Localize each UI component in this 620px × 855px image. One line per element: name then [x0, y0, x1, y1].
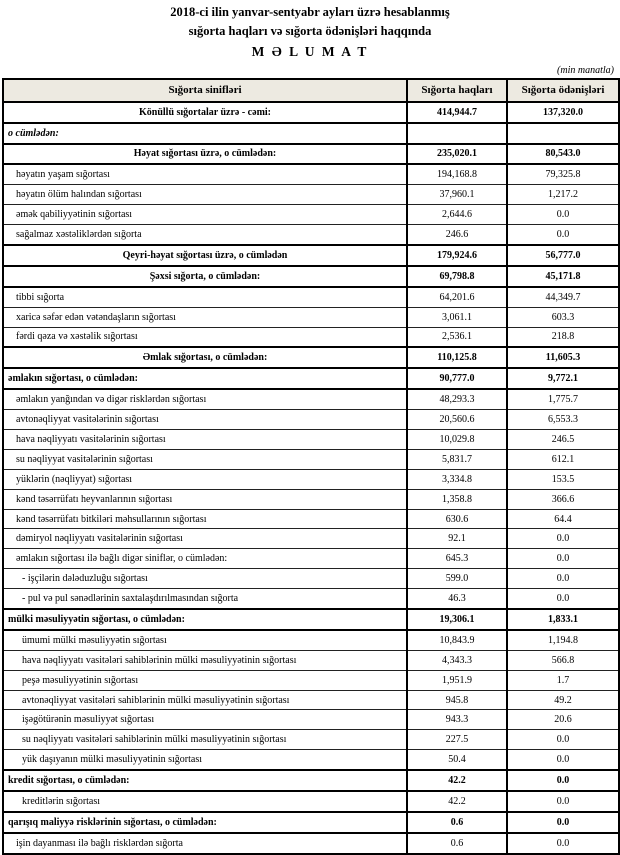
payments-cell: 0.0: [507, 589, 619, 609]
payments-cell: 366.6: [507, 489, 619, 509]
payments-cell: 11,605.3: [507, 347, 619, 368]
class-cell: - işçilərin dələduzluğu sığortası: [3, 569, 407, 589]
table-row: [3, 690, 619, 710]
premiums-cell: 4,343.3: [407, 650, 507, 670]
payments-cell: 20.6: [507, 710, 619, 730]
header-insurance-payments: Sığorta ödənişləri: [507, 79, 619, 102]
premiums-cell: 42.2: [407, 770, 507, 791]
payments-cell: 0.0: [507, 812, 619, 833]
premiums-cell: 90,777.0: [407, 368, 507, 389]
class-cell: xaricə səfər edən vətəndaşların sığortası: [3, 307, 407, 327]
table-row: [3, 569, 619, 589]
table-row: [3, 205, 619, 225]
premiums-cell: [407, 123, 507, 144]
premiums-cell: 2,536.1: [407, 327, 507, 347]
payments-cell: 0.0: [507, 791, 619, 812]
table-row: [3, 750, 619, 770]
payments-cell: 0.0: [507, 770, 619, 791]
premiums-cell: 110,125.8: [407, 347, 507, 368]
table-row: [3, 185, 619, 205]
premiums-cell: 92.1: [407, 529, 507, 549]
table-row: [3, 650, 619, 670]
report-title-block: [0, 0, 620, 62]
payments-cell: 45,171.8: [507, 266, 619, 287]
premiums-cell: 69,798.8: [407, 266, 507, 287]
premiums-cell: 50.4: [407, 750, 507, 770]
table-row: [3, 368, 619, 389]
class-cell: yüklərin (nəqliyyat) sığortası: [3, 469, 407, 489]
table-row: [3, 307, 619, 327]
premiums-cell: 3,061.1: [407, 307, 507, 327]
class-cell: kreditlərin sığortası: [3, 791, 407, 812]
payments-cell: 0.0: [507, 569, 619, 589]
class-cell: əmlakın yanğından və digər risklərdən sığortası: [3, 389, 407, 409]
premiums-cell: 64,201.6: [407, 287, 507, 307]
premiums-cell: 1,951.9: [407, 670, 507, 690]
payments-cell: 80,543.0: [507, 144, 619, 165]
premiums-cell: 194,168.8: [407, 164, 507, 184]
premiums-cell: 46.3: [407, 589, 507, 609]
premiums-cell: 20,560.6: [407, 410, 507, 430]
table-row: [3, 833, 619, 854]
premiums-cell: 5,831.7: [407, 449, 507, 469]
premiums-cell: 10,843.9: [407, 630, 507, 650]
title-line-3: M Ə L U M A T: [251, 43, 369, 59]
class-cell: tibbi sığorta: [3, 287, 407, 307]
premiums-cell: 42.2: [407, 791, 507, 812]
payments-cell: [507, 123, 619, 144]
table-row: [3, 549, 619, 569]
payments-cell: 0.0: [507, 225, 619, 245]
premiums-cell: 3,334.8: [407, 469, 507, 489]
payments-cell: 153.5: [507, 469, 619, 489]
premiums-cell: 645.3: [407, 549, 507, 569]
payments-cell: 9,772.1: [507, 368, 619, 389]
class-cell: əmlakın sığortası ilə bağlı digər siniflər, o cümlədən:: [3, 549, 407, 569]
payments-cell: 49.2: [507, 690, 619, 710]
payments-cell: 1,217.2: [507, 185, 619, 205]
premiums-cell: 630.6: [407, 509, 507, 529]
premiums-cell: 48,293.3: [407, 389, 507, 409]
class-cell: o cümlədən:: [3, 123, 407, 144]
premiums-cell: 0.6: [407, 833, 507, 854]
class-cell: peşə məsuliyyətinin sığortası: [3, 670, 407, 690]
class-cell: fərdi qəza və xəstəlik sığortası: [3, 327, 407, 347]
premiums-cell: 246.6: [407, 225, 507, 245]
class-cell: kənd təsərrüfatı heyvanlarının sığortası: [3, 489, 407, 509]
payments-cell: 6,553.3: [507, 410, 619, 430]
class-cell: - pul və pul sənədlərinin saxtalaşdırılmasından sığorta: [3, 589, 407, 609]
premiums-cell: 19,306.1: [407, 609, 507, 630]
table-row: [3, 770, 619, 791]
class-cell: həyatın yaşam sığortası: [3, 164, 407, 184]
payments-cell: 1,194.8: [507, 630, 619, 650]
table-row: [3, 730, 619, 750]
table-row: [3, 489, 619, 509]
table-body: [3, 102, 619, 854]
table-row: [3, 630, 619, 650]
class-cell: işin dayanması ilə bağlı risklərdən sığorta: [3, 833, 407, 854]
table-row: [3, 144, 619, 165]
premiums-cell: 235,020.1: [407, 144, 507, 165]
table-row: [3, 670, 619, 690]
table-row: [3, 430, 619, 450]
class-cell: qarışıq maliyyə risklərinin sığortası, o cümlədən:: [3, 812, 407, 833]
premiums-cell: 943.3: [407, 710, 507, 730]
table-row: [3, 791, 619, 812]
premiums-cell: 945.8: [407, 690, 507, 710]
premiums-cell: 0.6: [407, 812, 507, 833]
class-cell: Şəxsi sığorta, o cümlədən:: [3, 266, 407, 287]
unit-note: (min manatla): [557, 64, 614, 76]
table-row: [3, 710, 619, 730]
header-insurance-classes: Sığorta sinifləri: [3, 79, 407, 102]
payments-cell: 56,777.0: [507, 245, 619, 266]
payments-cell: 79,325.8: [507, 164, 619, 184]
payments-cell: 44,349.7: [507, 287, 619, 307]
class-cell: Həyat sığortası üzrə, o cümlədən:: [3, 144, 407, 165]
class-cell: həyatın ölüm halından sığortası: [3, 185, 407, 205]
payments-cell: 0.0: [507, 529, 619, 549]
payments-cell: 137,320.0: [507, 102, 619, 123]
class-cell: Könüllü sığortalar üzrə - cəmi:: [3, 102, 407, 123]
header-insurance-premiums: Sığorta haqları: [407, 79, 507, 102]
class-cell: əmək qabiliyyətinin sığortası: [3, 205, 407, 225]
payments-cell: 1,833.1: [507, 609, 619, 630]
table-header-row: [3, 79, 619, 102]
payments-cell: 246.5: [507, 430, 619, 450]
premiums-cell: 227.5: [407, 730, 507, 750]
table-row: [3, 102, 619, 123]
payments-cell: 0.0: [507, 750, 619, 770]
class-cell: hava nəqliyyatı vasitələrinin sığortası: [3, 430, 407, 450]
class-cell: yük daşıyanın mülki məsuliyyətinin sığortası: [3, 750, 407, 770]
table-row: [3, 509, 619, 529]
table-row: [3, 123, 619, 144]
class-cell: mülki məsuliyyətin sığortası, o cümlədən:: [3, 609, 407, 630]
premiums-cell: 1,358.8: [407, 489, 507, 509]
table-row: [3, 609, 619, 630]
class-cell: dəmiryol nəqliyyatı vasitələrinin sığortası: [3, 529, 407, 549]
table-row: [3, 812, 619, 833]
class-cell: su nəqliyyatı vasitələri sahiblərinin mülki məsuliyyətinin sığortası: [3, 730, 407, 750]
payments-cell: 218.8: [507, 327, 619, 347]
table-row: [3, 589, 619, 609]
class-cell: işəgötürənin məsuliyyət sığortası: [3, 710, 407, 730]
class-cell: avtonəqliyyat vasitələri sahiblərinin mülki məsuliyyətinin sığortası: [3, 690, 407, 710]
class-cell: su nəqliyyat vasitələrinin sığortası: [3, 449, 407, 469]
table-row: [3, 327, 619, 347]
table-row: [3, 529, 619, 549]
payments-cell: 0.0: [507, 205, 619, 225]
table-row: [3, 225, 619, 245]
table-row: [3, 347, 619, 368]
table-row: [3, 389, 619, 409]
payments-cell: 566.8: [507, 650, 619, 670]
class-cell: avtonəqliyyat vasitələrinin sığortası: [3, 410, 407, 430]
title-line-2: sığorta haqları və sığorta ödənişləri haqqında: [188, 23, 432, 38]
payments-cell: 64.4: [507, 509, 619, 529]
class-cell: kredit sığortası, o cümlədən:: [3, 770, 407, 791]
class-cell: hava nəqliyyatı vasitələri sahiblərinin mülki məsuliyyətinin sığortası: [3, 650, 407, 670]
payments-cell: 0.0: [507, 833, 619, 854]
table-row: [3, 287, 619, 307]
class-cell: Əmlak sığortası, o cümlədən:: [3, 347, 407, 368]
class-cell: Qeyri-həyat sığortası üzrə, o cümlədən: [3, 245, 407, 266]
table-row: [3, 164, 619, 184]
table-row: [3, 410, 619, 430]
title-line-1: 2018-ci ilin yanvar-sentyabr ayları üzrə hesablanmış: [170, 5, 450, 19]
premiums-cell: 599.0: [407, 569, 507, 589]
payments-cell: 1.7: [507, 670, 619, 690]
premiums-cell: 2,644.6: [407, 205, 507, 225]
insurance-table: [2, 78, 620, 855]
table-row: [3, 245, 619, 266]
table-row: [3, 266, 619, 287]
payments-cell: 0.0: [507, 549, 619, 569]
class-cell: sağalmaz xəstəliklərdən sığorta: [3, 225, 407, 245]
payments-cell: 1,775.7: [507, 389, 619, 409]
class-cell: ümumi mülki məsuliyyətin sığortası: [3, 630, 407, 650]
premiums-cell: 10,029.8: [407, 430, 507, 450]
payments-cell: 0.0: [507, 730, 619, 750]
premiums-cell: 414,944.7: [407, 102, 507, 123]
class-cell: əmlakın sığortası, o cümlədən:: [3, 368, 407, 389]
payments-cell: 603.3: [507, 307, 619, 327]
class-cell: kənd təsərrüfatı bitkiləri məhsullarının sığortası: [3, 509, 407, 529]
payments-cell: 612.1: [507, 449, 619, 469]
premiums-cell: 37,960.1: [407, 185, 507, 205]
premiums-cell: 179,924.6: [407, 245, 507, 266]
table-row: [3, 449, 619, 469]
table-row: [3, 469, 619, 489]
